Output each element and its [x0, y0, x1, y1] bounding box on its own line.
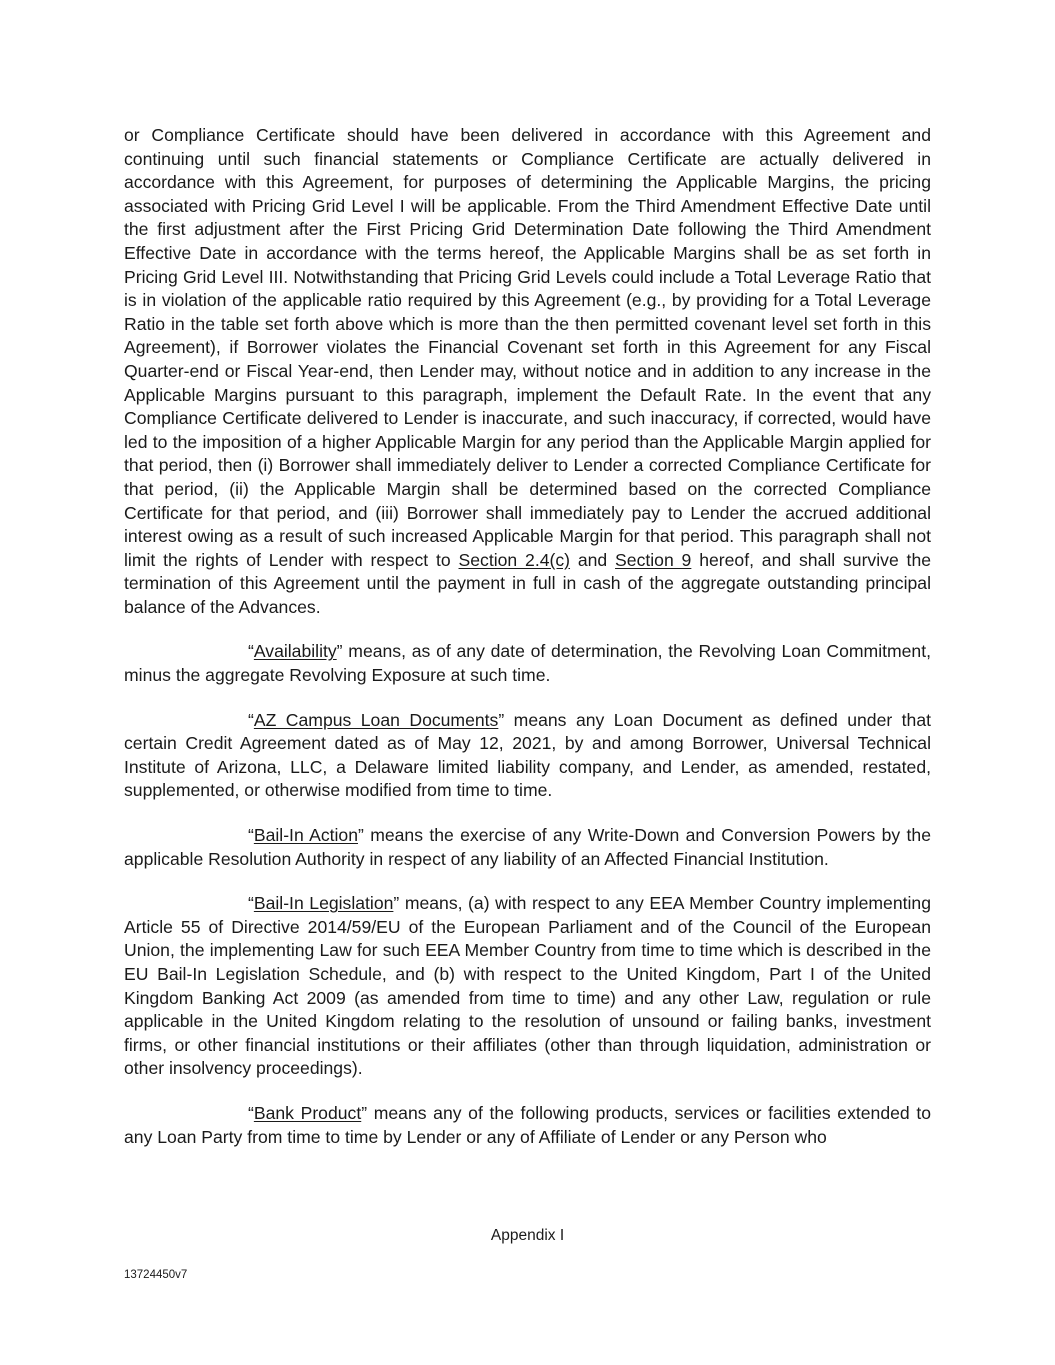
open-quote: “ [248, 641, 254, 662]
document-id: 13724450v7 [124, 1269, 188, 1281]
defined-term: Availability [253, 641, 337, 662]
definition-paragraph [124, 640, 931, 687]
definition-text: means, (a) with respect to any EEA Member Country implementing Article 55 of Directive 2014/59/EU of the European Parliament and of the Council of the European Union, the implementing Law for such EEA Member Country from time to time which is described in the EU Bail-In Legislation Schedule, and (b) with respect to the United Kingdom, Part I of the United Kingdom Banking Act 2009 (as amended from time to time) and any other Law, regulation or rule applicable in the United Kingdom relating to the resolution of unsound or failing banks, investment firms, or other financial institutions or their affiliates (other than through liquidation, administration or other insolvency proceedings). [124, 893, 931, 1079]
definition-paragraph [124, 892, 931, 1081]
definition-text: means the exercise of any Write-Down and Conversion Powers by the applicable Resolution Authority in respect of any liability of an Affected Financial Institution. [124, 825, 931, 869]
close-quote: ” [498, 709, 505, 730]
definition-paragraph [124, 824, 931, 871]
definition-paragraph [124, 709, 931, 803]
definition-text: means any Loan Document as defined under that certain Credit Agreement dated as of May 12, 2021, by and among Borrower, Universal Technical Institute of Arizona, LLC, a Delaware limited liability company, and Lender, as amended, restated, supplemented, or otherwise modified from time to time. [124, 709, 932, 801]
open-quote: “ [248, 893, 254, 914]
defined-term: Bail-In Action [253, 825, 358, 846]
section-reference-link: Section 2.4(c) [458, 549, 571, 570]
close-quote: ” [393, 893, 400, 914]
open-quote: “ [248, 825, 254, 846]
close-quote: ” [361, 1102, 368, 1123]
page-footer-label: Appendix I [490, 1227, 565, 1244]
definition-paragraph [124, 1102, 931, 1149]
continuation-tail: hereof, and shall survive the termination of this Agreement until the payment in full in cash of the aggregate outstanding principal balance of the Advances. [124, 549, 932, 617]
continuation-connector: and [570, 549, 616, 570]
defined-term: Bank Product [253, 1102, 362, 1123]
section-reference-link: Section 9 [615, 549, 692, 570]
open-quote: “ [248, 1102, 254, 1123]
definition-text: means any of the following products, services or facilities extended to any Loan Party from time to time by Lender or any of Affiliate of Lender or any Person who [124, 1102, 931, 1147]
defined-term: Bail-In Legislation [253, 893, 394, 914]
close-quote: ” [358, 825, 364, 846]
definition-text: means, as of any date of determination, the Revolving Loan Commitment, minus the aggregate Revolving Exposure at such time. [124, 641, 931, 686]
open-quote: “ [248, 709, 254, 730]
continuation-paragraph [124, 124, 931, 619]
close-quote: ” [336, 641, 343, 662]
document-body [124, 124, 931, 1149]
continuation-text: or Compliance Certificate should have been delivered in accordance with this Agreement and continuing until such financial statements or Compliance Certificate are actually delivered in accordance with this Agreement, for purposes of determining the Applicable Margins, the pricing associated with Pricing Grid Level I will be applicable. From the Third Amendment Effective Date until the first adjustment after the First Pricing Grid Determination Date following the Third Amendment Effective Date in accordance with the terms hereof, the Applicable Margins shall be as set forth in Pricing Grid Level III. Notwithstanding that Pricing Grid Levels could include a Total Leverage Ratio that is in violation of the applicable ratio required by this Agreement (e.g., by providing for a Total Leverage Ratio in the table set forth above which is more than the then permitted covenant level set forth in this Agreement), if Borrower violates the Financial Covenant set forth in this Agreement for any Fiscal Quarter-end or Fiscal Year-end, then Lender may, without notice and in addition to any increase in the Applicable Margins pursuant to this paragraph, implement the Default Rate. In the event that any Compliance Certificate delivered to Lender is inaccurate, and such inaccuracy, if corrected, would have led to the imposition of a higher Applicable Margin for any period than the Applicable Margin applied for that period, then (i) Borrower shall immediately deliver to Lender a corrected Compliance Certificate for that period, (ii) the Applicable Margin shall be determined based on the corrected Compliance Certificate for that period, and (iii) Borrower shall immediately pay to Lender the accrued additional interest owing as a result of such increased Applicable Margin for that period. This paragraph shall not limit the rights of Lender with respect to [124, 125, 931, 570]
defined-term: AZ Campus Loan Documents [253, 709, 499, 730]
